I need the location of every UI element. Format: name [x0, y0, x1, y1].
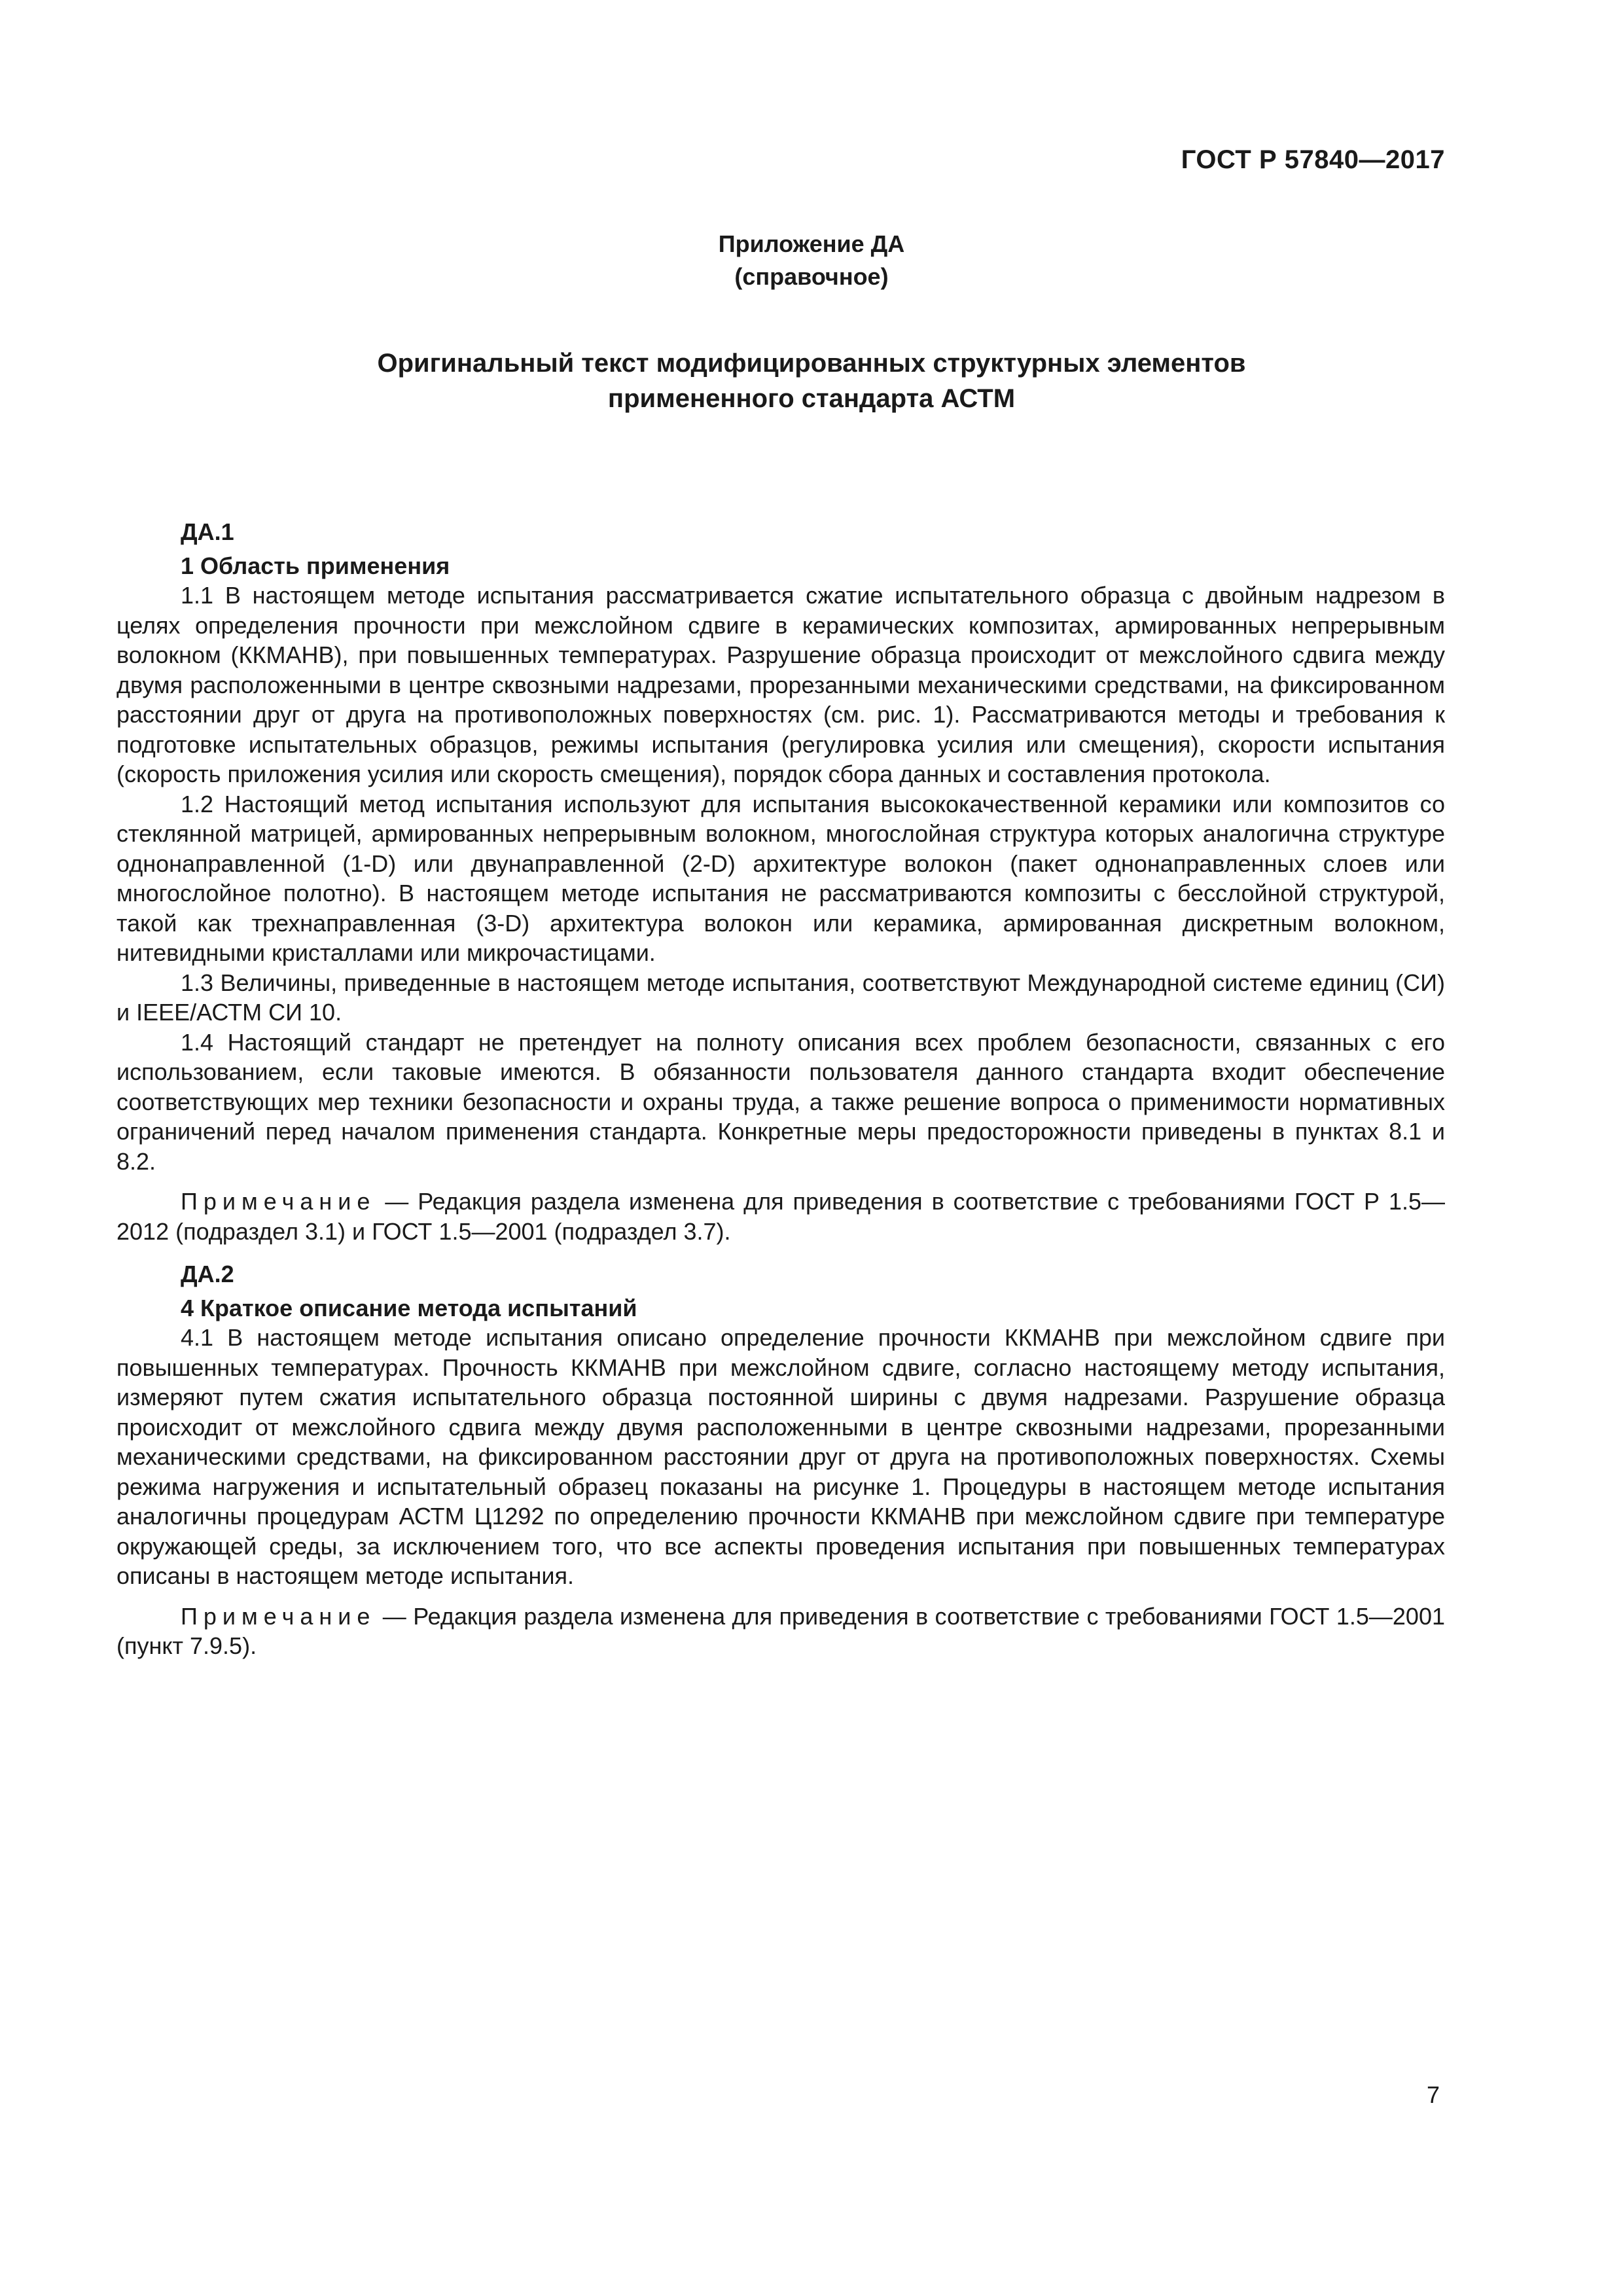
document-body	[116, 517, 1445, 1661]
page-title-line-1: Оригинальный текст модифицированных структурных элементов	[377, 349, 1246, 378]
section-label-da1: ДА.1	[181, 518, 234, 545]
document-number: ГОСТ Р 57840—2017	[1181, 145, 1445, 174]
page-number: 7	[1426, 2081, 1440, 2108]
paragraph-1-2: 1.2 Настоящий метод испытания используют для испытания высококачественной керамики или композитов со стеклянной матрицей, армированных непрерывным волокном, многослойная структура которых аналогична структуре однонаправленной (1-D) или двунаправленной (2-D) архитектуре волокон (пакет однонаправленных слоев или многослойное полотно). В настоящем методе испытания не рассматриваются композиты с бесслойной структурой, такой как трехнаправленная (3-D) архитектура волокон или керамика, армированная дискретным волокном, нитевидными кристаллами или микрочастицами.	[116, 790, 1445, 966]
appendix-header	[0, 228, 1623, 293]
paragraph-1-1: 1.1 В настоящем методе испытания рассматривается сжатие испытательного образца с двойным надрезом в целях определения прочности при межслойном сдвиге в керамических композитах, армированных непрерывным волокном (ККМАНВ), при повышенных температурах. Разрушение образца происходит от межслойного сдвига между двумя расположенными в центре сквозными надрезами, прорезанными механическими средствами, на фиксированном расстоянии друг от друга на противоположных поверхностях (см. рис. 1). Рассматриваются методы и требования к подготовке испытательных образцов, режимы испытания (регулировка усилия или смещения), скорости испытания (скорость приложения усилия или скорость смещения), порядок сбора данных и составления протокола.	[116, 582, 1445, 787]
section-heading-summary: 4 Краткое описание метода испытаний	[181, 1294, 637, 1321]
note-2	[116, 1602, 1445, 1661]
appendix-title: Приложение ДА	[718, 230, 905, 257]
note-label: Примечание	[181, 1602, 376, 1630]
paragraph-4-1: 4.1 В настоящем методе испытания описано определение прочности ККМАНВ при межслойном сдвиге при повышенных температурах. Прочность ККМАНВ при межслойном сдвиге, согласно настоящему методу испытания, измеряют путем сжатия испытательного образца постоянной ширины с двумя надрезами. Разрушение образца происходит от межслойного сдвига между двумя расположенными в центре сквозными надрезами, прорезанными механическими средствами, на фиксированном расстоянии друг от друга на противоположных поверхностях. Схемы режима нагружения и испытательный образец показаны на рисунке 1. Процедуры в настоящем методе испытания аналогичны процедурам АСТМ Ц1292 по определению прочности ККМАНВ при межслойном сдвиге при температуре окружающей среды, за исключением того, что все аспекты проведения испытания при повышенных температурах описаны в настоящем методе испытания.	[116, 1324, 1445, 1589]
page-title-line-2: примененного стандарта АСТМ	[607, 384, 1016, 413]
paragraph-1-4: 1.4 Настоящий стандарт не претендует на полноту описания всех проблем безопасности, связанных с его использованием, если таковые имеются. В обязанности пользователя данного стандарта входит обеспечение соответствующих мер техники безопасности и охраны труда, а также решение вопроса о применимости нормативных ограничений перед началом применения стандарта. Конкретные меры предосторожности приведены в пунктах 8.1 и 8.2.	[116, 1028, 1445, 1175]
note-text: — Редакция раздела изменена для приведения в соответствие с требованиями ГОСТ Р 1.5—2012 (подраздел 3.1) и ГОСТ 1.5—2001 (подраздел 3.7).	[116, 1188, 1445, 1245]
note-text: — Редакция раздела изменена для приведения в соответствие с требованиями ГОСТ 1.5—2001 (пункт 7.9.5).	[116, 1602, 1445, 1659]
section-label-da2: ДА.2	[181, 1261, 234, 1287]
appendix-subtitle: (справочное)	[734, 263, 889, 290]
note-1	[116, 1187, 1445, 1246]
page-title	[0, 346, 1623, 416]
paragraph-1-3: 1.3 Величины, приведенные в настоящем методе испытания, соответствуют Международной системе единиц (СИ) и IEEE/АСТМ СИ 10.	[116, 969, 1445, 1026]
note-label: Примечание	[181, 1188, 376, 1215]
section-heading-scope: 1 Область применения	[181, 552, 450, 579]
